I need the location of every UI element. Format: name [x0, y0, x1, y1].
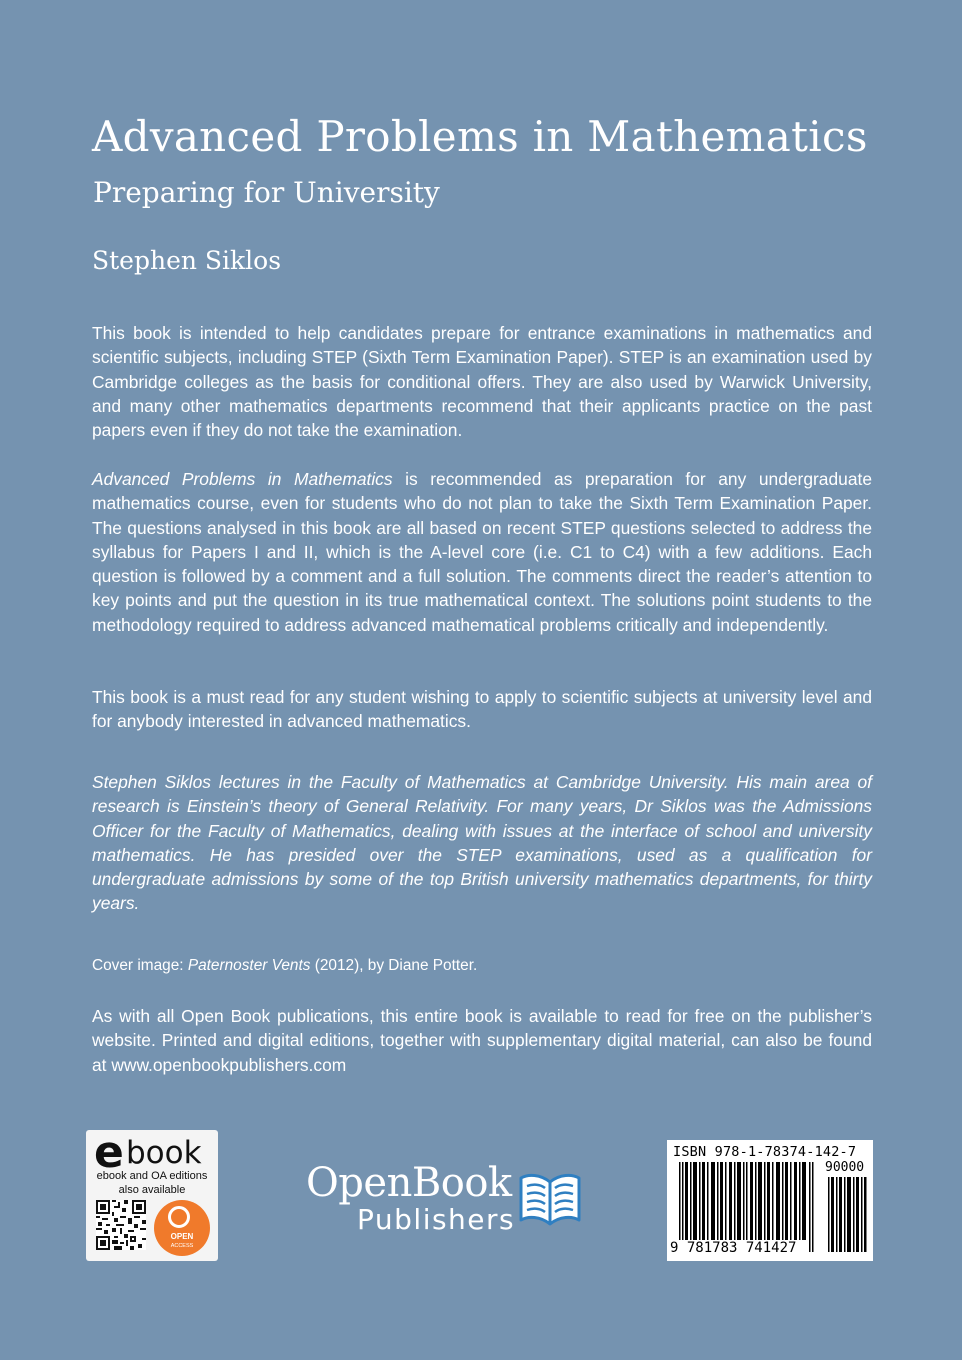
- isbn-barcode: [667, 1140, 873, 1261]
- open-access-lock-icon: [168, 1206, 190, 1228]
- credit-prefix: Cover image:: [92, 957, 188, 974]
- isbn-label: ISBN 978-1-78374-142-7: [673, 1144, 857, 1160]
- ebook-availability-line1: ebook and OA editions: [96, 1170, 208, 1182]
- open-access-label-bottom: ACCESS: [170, 1243, 194, 1249]
- publisher-name-book: Book: [411, 1160, 512, 1206]
- ebook-availability-line2: also available: [118, 1184, 186, 1196]
- price-barcode-bars: [827, 1177, 867, 1252]
- credit-suffix: (2012), by Diane Potter.: [310, 957, 478, 974]
- author-name: Stephen Siklos: [92, 246, 282, 275]
- book-subtitle: Preparing for University: [93, 176, 440, 209]
- credit-work-title: Paternoster Vents: [187, 957, 311, 974]
- publisher-name-line2: Publishers: [357, 1203, 516, 1236]
- ebook-logo-word: book: [126, 1135, 202, 1171]
- book-title-inline: Advanced Problems in Mathematics: [92, 469, 393, 489]
- publisher-logo: [306, 1160, 596, 1246]
- ean-barcode-bars: [673, 1162, 823, 1252]
- ebook-logo-e: e: [94, 1127, 124, 1178]
- blurb-paragraph-must-read: This book is a must read for any student wishing to apply to scientific subjects at university level and for anybody interested in advanced mathematics.: [92, 687, 872, 732]
- blurb-paragraph-recommendation: [92, 467, 872, 637]
- barcode-digits: 9 781783 741427: [670, 1240, 797, 1256]
- blurb-paragraph-intro: This book is intended to help candidates prepare for entrance examinations in mathematics and scientific subjects, including STEP (Sixth Term Examination Paper). STEP is an examination used by Cambridge colleges as the basis for conditional offers. They are also used by Warwick University, and many other mathematics departments recommend that their applicants practice on the past papers even if they do not take the examination.: [92, 323, 872, 441]
- publisher-name-open: Open: [306, 1160, 412, 1206]
- qr-code-icon: [96, 1200, 146, 1250]
- open-book-icon: [518, 1168, 582, 1232]
- cover-image-credit: [92, 956, 872, 976]
- price-code: 90000: [825, 1160, 865, 1175]
- open-access-badge: [154, 1200, 210, 1256]
- ebook-badge: [86, 1127, 218, 1261]
- author-bio: Stephen Siklos lectures in the Faculty of Mathematics at Cambridge University. His main area of research is Einstein’s theory of General Relativity. For many years, Dr Siklos was the Admissions Officer for the Faculty of Mathematics, dealing with issues at the interface of school and university mathematics. He has presided over the STEP examinations, used as a qualification for undergraduate admissions by some of the top British university mathematics departments, for thirty years.: [92, 772, 872, 914]
- publisher-name: [306, 1160, 512, 1206]
- recommendation-text: is recommended as preparation for any undergraduate mathematics course, even for students who do not plan to take the Sixth Term Examination Paper. The questions analysed in this book are all based on recent STEP questions selected to address the syllabus for Papers I and II, which is the A-level core (i.e. C1 to C4) with a few additions. Each question is followed by a comment and a full solution. The comments direct the reader’s attention to key points and put the question in its true mathematical context. The solutions point students to the methodology required to address advanced mathematical problems critically and independently.: [92, 469, 872, 635]
- open-access-label-top: OPEN: [170, 1232, 194, 1241]
- open-access-note: As with all Open Book publications, this entire book is available to read for free on the publisher’s website. Printed and digital editions, together with supplementary digital material, can also be found at www.openbookpublishers.com: [92, 1006, 872, 1075]
- book-title: Advanced Problems in Mathematics: [92, 112, 868, 161]
